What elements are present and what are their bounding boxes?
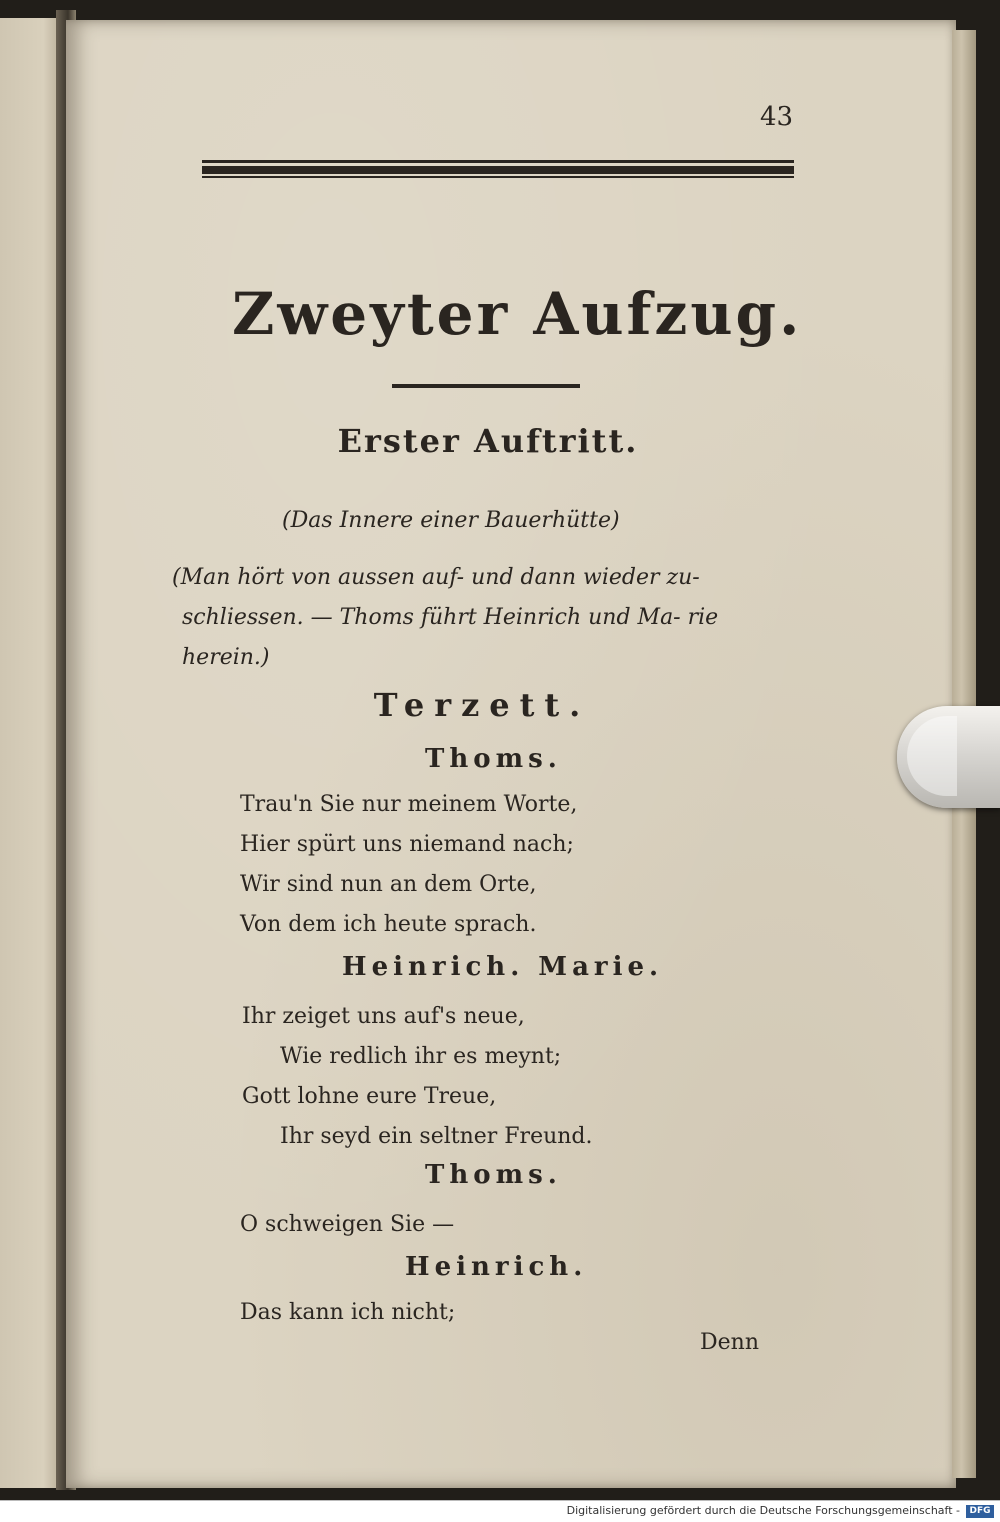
verse-line: Ihr zeiget uns auf's neue, (242, 1004, 525, 1029)
top-ornamental-rule (202, 160, 794, 180)
verse-line: Das kann ich nicht; (240, 1300, 456, 1325)
footer-bar (0, 1500, 1000, 1522)
catchword: Denn (700, 1330, 759, 1355)
speaker-name: Thoms. (425, 1160, 562, 1190)
left-page-edge (0, 18, 62, 1488)
stage-direction: (Man hört von aussen auf- und dann wieder zu- schliessen. — Thoms führt Heinrich und Ma- rie herein.) (172, 565, 719, 670)
act-title: Zweyter Aufzug. (232, 280, 803, 348)
dfg-logo: DFG (966, 1505, 994, 1518)
verse-line: Trau'n Sie nur meinem Worte, (240, 792, 578, 817)
verse-line: Gott lohne eure Treue, (242, 1084, 497, 1109)
verse-line: Wir sind nun an dem Orte, (240, 872, 537, 897)
title-divider (392, 384, 580, 388)
page-holder-clip (897, 706, 1000, 808)
verse-line: Wie redlich ihr es meynt; (280, 1044, 562, 1069)
verse-line: O schweigen Sie — (240, 1212, 455, 1237)
speaker-name: Heinrich. (405, 1252, 588, 1282)
verse-line: Von dem ich heute sprach. (240, 912, 537, 937)
funding-credit: Digitalisierung gefördert durch die Deutsche Forschungsgemeinschaft - (566, 1504, 960, 1517)
setting-description: (Das Innere einer Bauerhütte) (282, 508, 620, 533)
section-heading: Terzett. (373, 686, 591, 724)
scene-heading: Erster Auftritt. (337, 422, 639, 460)
verse-line: Hier spürt uns niemand nach; (240, 832, 574, 857)
verse-line: Ihr seyd ein seltner Freund. (280, 1124, 593, 1149)
speaker-name: Thoms. (425, 744, 562, 774)
page-number: 43 (760, 102, 794, 132)
speaker-name: Heinrich. Marie. (342, 952, 664, 982)
